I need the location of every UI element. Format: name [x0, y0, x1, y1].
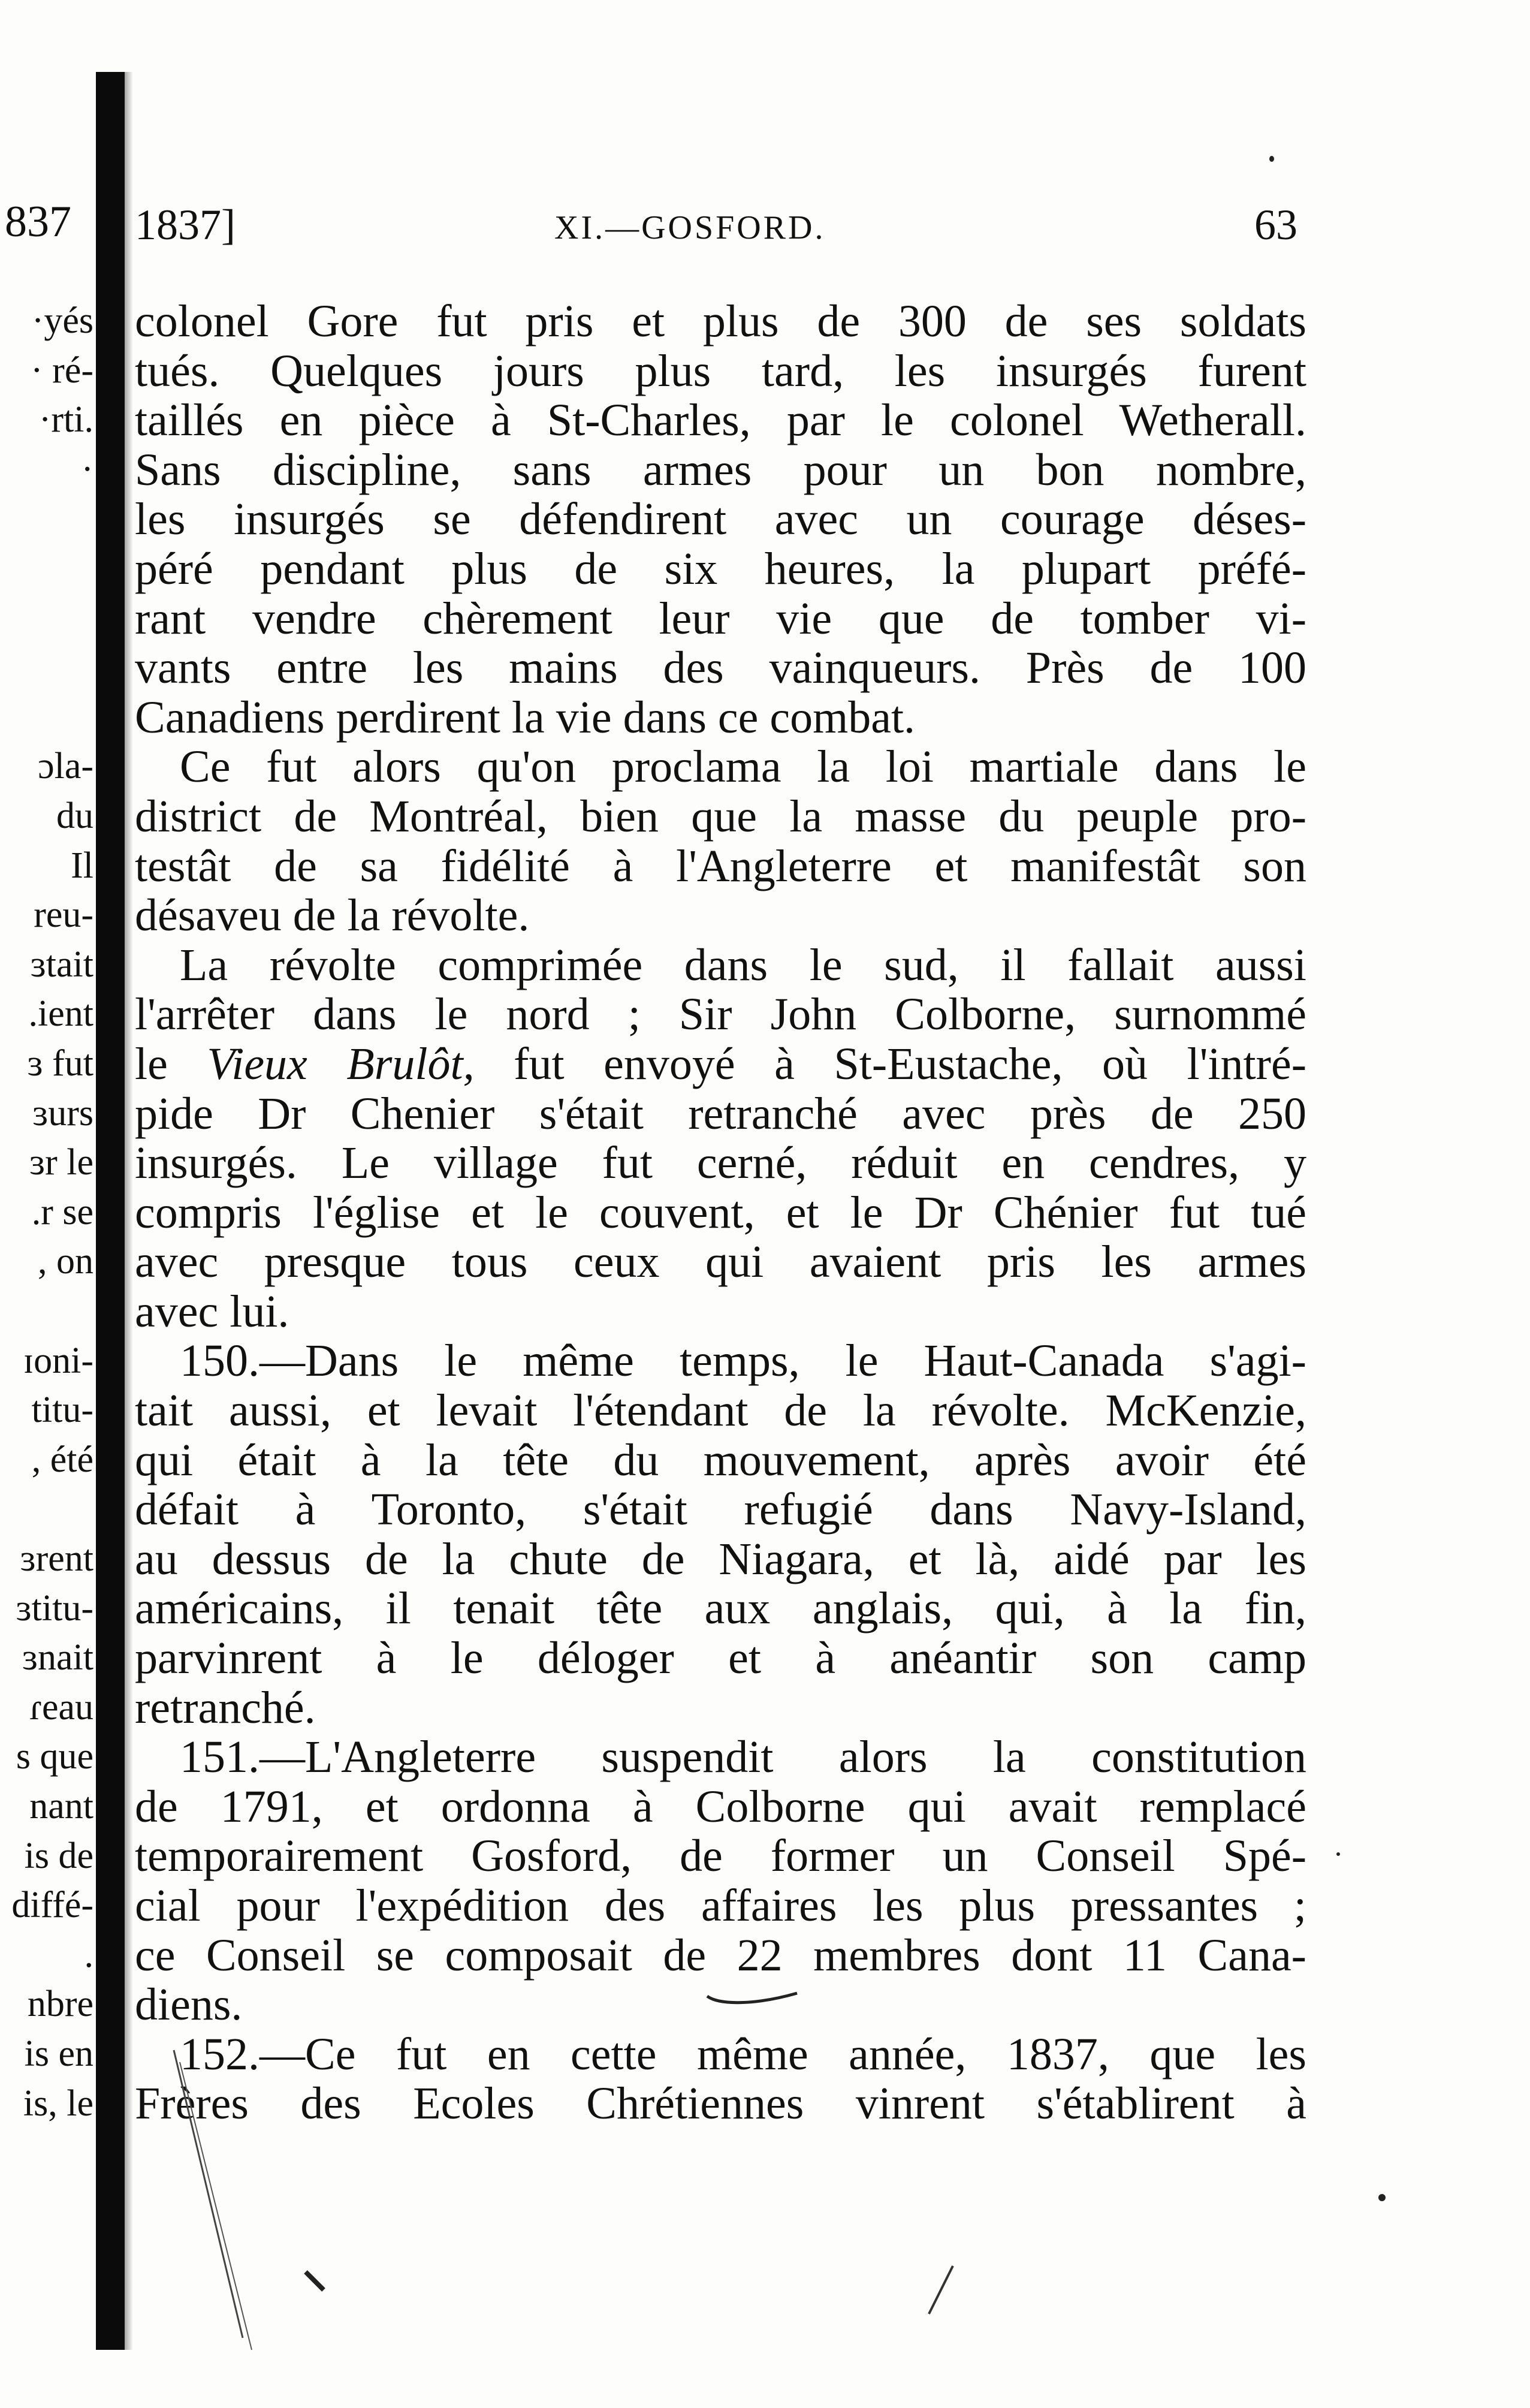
text-line: La révolte comprimée dans le sud, il fallait aussi	[180, 939, 1306, 990]
text-line: colonel Gore fut pris et plus de 300 de ses soldats	[135, 296, 1306, 346]
text-line: 152.—Ce fut en cette même année, 1837, que les	[180, 2029, 1306, 2080]
pencil-slash	[929, 2266, 953, 2314]
facing-page-fragment: ·	[81, 448, 93, 490]
facing-page-fragment: s que	[16, 1736, 93, 1777]
facing-page-fragment: ·rti.	[38, 399, 93, 441]
facing-page-fragment: ·yés	[31, 300, 93, 341]
text-line: péré pendant plus de six heures, la plupart préfé-	[135, 543, 1306, 594]
text-line: l'arrêter dans le nord ; Sir John Colborne, surnommé	[135, 989, 1306, 1040]
text-line: vants entre les mains des vainqueurs. Près de 100	[135, 643, 1306, 694]
facing-page-fragment: ɜurs	[32, 1092, 93, 1134]
text-line: ce Conseil se composait de 22 membres dont 11 Cana-	[135, 1930, 1306, 1981]
text-line: qui était à la tête du mouvement, après avoir été	[135, 1434, 1306, 1485]
facing-page-fragment: ɜ fut	[27, 1043, 93, 1084]
ink-speck	[1336, 1852, 1340, 1856]
text-line: tués. Quelques jours plus tard, les insurgés furent	[135, 345, 1306, 396]
text-line: taillés en pièce à St-Charles, par le colonel Wetherall.	[135, 395, 1306, 446]
facing-page-fragment: · ré-	[31, 349, 93, 391]
body-text	[135, 297, 1306, 2129]
facing-page-fragment: nant	[29, 1786, 93, 1827]
text-line: au dessus de la chute de Niagara, et là, aidé par les	[135, 1533, 1306, 1584]
facing-page-fragment: ɾeau	[29, 1686, 93, 1728]
binding-shadow	[125, 72, 133, 2350]
text-line: 151.—L'Angleterre suspendit alors la constitution	[180, 1732, 1306, 1783]
facing-page-fragment: ɜnait	[22, 1637, 93, 1678]
text-line: diens.	[135, 1979, 243, 2030]
header-year: 1837]	[135, 201, 236, 249]
text-line: Canadiens perdirent la vie dans ce combat.	[135, 692, 916, 743]
text-line: district de Montréal, bien que la masse du peuple pro-	[135, 791, 1306, 842]
facing-page-fragment: diffé-	[11, 1885, 93, 1926]
text-line: avec presque tous ceux qui avaient pris les armes	[135, 1237, 1306, 1288]
facing-page-fragment: du	[56, 795, 93, 836]
facing-page-fragment: Il	[71, 845, 93, 886]
text-line: défait à Toronto, s'était refugié dans Navy-Island,	[135, 1484, 1306, 1535]
text-line: 150.—Dans le même temps, le Haut-Canada s'agi-	[180, 1336, 1306, 1387]
text-line: testât de sa fidélité à l'Angleterre et manifestât son	[135, 840, 1306, 891]
header-title: XI.—GOSFORD.	[554, 209, 826, 246]
text-line: désaveu de la révolte.	[135, 890, 530, 941]
text-line: rant vendre chèrement leur vie que de tomber vi-	[135, 593, 1306, 644]
ink-speck	[1378, 2194, 1386, 2201]
text-line: de 1791, et ordonna à Colborne qui avait remplacé	[135, 1781, 1306, 1832]
facing-page-fragments	[0, 192, 96, 2230]
facing-page-fragment: reu-	[34, 894, 93, 936]
facing-page-fragment: .	[84, 1934, 93, 1975]
running-header	[135, 198, 1303, 252]
pencil-mark	[306, 2272, 324, 2290]
facing-page-fragment: ɜrent	[20, 1538, 93, 1579]
facing-page-fragment: is, le	[23, 2082, 93, 2124]
text-line: retranché.	[135, 1682, 316, 1733]
text-line: temporairement Gosford, de former un Conseil Spé-	[135, 1831, 1306, 1882]
facing-page-fragment: .r se	[31, 1191, 93, 1232]
text-line	[135, 1039, 1306, 1089]
facing-page-fragment: .ient	[28, 993, 93, 1035]
text-line: insurgés. Le village fut cerné, réduit en cendres, y	[135, 1138, 1306, 1189]
text-line: avec lui.	[135, 1286, 289, 1337]
text-line: les insurgés se défendirent avec un courage déses-	[135, 494, 1306, 545]
italic-nickname: Vieux Brulôt,	[207, 1038, 475, 1089]
text-line: pide Dr Chenier s'était retranché avec près de 250	[135, 1088, 1306, 1139]
text-segment: le	[135, 1038, 207, 1089]
text-line: Ce fut alors qu'on proclama la loi martiale dans le	[180, 742, 1306, 792]
facing-page-fragment: , été	[31, 1439, 93, 1480]
ink-speck	[1269, 156, 1274, 162]
facing-page-fragment: nbre	[27, 1984, 93, 2025]
facing-page-fragment: titu-	[31, 1390, 93, 1431]
text-line: Sans discipline, sans armes pour un bon nombre,	[135, 444, 1306, 495]
text-line: américains, il tenait tête aux anglais, qui, à la fin,	[135, 1583, 1306, 1634]
facing-page-fragment: ɜtait	[30, 944, 93, 985]
facing-page-number: 837	[5, 197, 71, 246]
facing-page-fragment: is en	[24, 2033, 93, 2074]
facing-page-fragment: is de	[24, 1835, 93, 1876]
text-line: tait aussi, et levait l'étendant de la révolte. McKenzie,	[135, 1385, 1306, 1436]
facing-page-fragment: ɜr le	[29, 1142, 93, 1183]
binding-gutter	[96, 72, 125, 2350]
page-number: 63	[1254, 201, 1297, 249]
text-line: parvinrent à le déloger et à anéantir son camp	[135, 1633, 1306, 1684]
facing-page-fragment: ɔla-	[38, 746, 93, 787]
text-segment: fut envoyé à St-Eustache, où l'intré-	[474, 1038, 1307, 1089]
facing-page-fragment: ɪoni-	[23, 1340, 93, 1381]
text-line: compris l'église et le couvent, et le Dr Chénier fut tué	[135, 1187, 1306, 1238]
facing-page-fragment: ɜtitu-	[16, 1587, 93, 1629]
text-line: Frères des Ecoles Chrétiennes vinrent s'établirent à	[135, 2078, 1306, 2129]
facing-page-fragment: , on	[38, 1241, 93, 1282]
text-line: cial pour l'expédition des affaires les plus pressantes ;	[135, 1880, 1306, 1931]
